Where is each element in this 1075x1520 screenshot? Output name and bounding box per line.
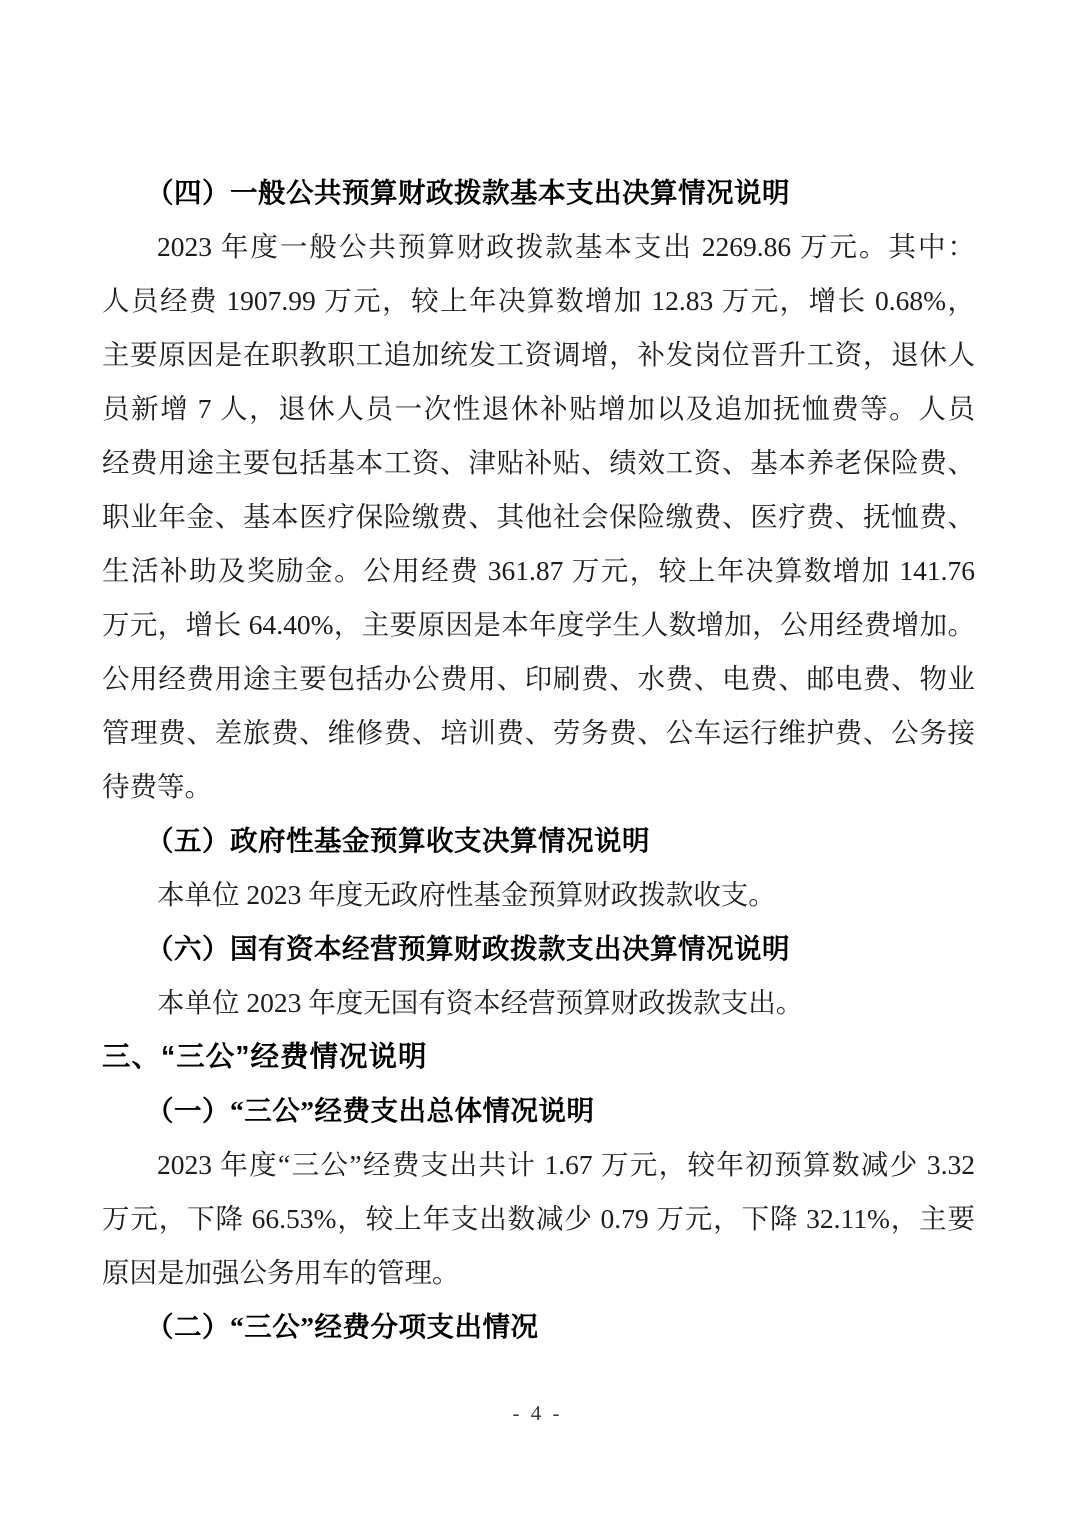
body-line: 待费等。 [102,771,212,802]
body-line: 员新增 7 人，退休人员一次性退休补贴增加以及追加抚恤费等。人员 [102,393,975,424]
body-line: 主要原因是在职教职工追加统发工资调增，补发岗位晋升工资，退休人 [102,339,975,370]
body-line: 管理费、差旅费、维修费、培训费、劳务费、公车运行维护费、公务接 [102,717,975,748]
subsection-heading-overall-spending: （一）“三公”经费支出总体情况说明 [146,1095,595,1126]
body-line: 公用经费用途主要包括办公费用、印刷费、水费、电费、邮电费、物业 [102,663,975,694]
document-body [102,166,975,1354]
body-line: 生活补助及奖励金。公用经费 361.87 万元，较上年决算数增加 141.76 [102,555,975,586]
section-heading-state-capital: （六）国有资本经营预算财政拨款支出决算情况说明 [146,933,790,964]
page-number: - 4 - [512,1401,563,1425]
subsection-heading-itemized-spending: （二）“三公”经费分项支出情况 [146,1311,539,1342]
body-line: 职业年金、基本医疗保险缴费、其他社会保险缴费、医疗费、抚恤费、 [102,501,975,532]
body-line: 万元，下降 66.53%，较上年支出数减少 0.79 万元，下降 32.11%，主要 [102,1203,975,1234]
section-heading-basic-expenditure: （四）一般公共预算财政拨款基本支出决算情况说明 [146,177,790,208]
body-line: 2023 年度“三公”经费支出共计 1.67 万元，较年初预算数减少 3.32 [157,1149,975,1180]
body-line: 本单位 2023 年度无政府性基金预算财政拨款收支。 [157,879,776,910]
body-line: 人员经费 1907.99 万元，较上年决算数增加 12.83 万元，增长 0.68%， [102,285,975,316]
body-line: 经费用途主要包括基本工资、津贴补贴、绩效工资、基本养老保险费、 [102,447,975,478]
body-line: 本单位 2023 年度无国有资本经营预算财政拨款支出。 [157,987,804,1018]
section-heading-gov-fund: （五）政府性基金预算收支决算情况说明 [146,825,650,856]
chapter-heading-three-public-funds: 三、“三公”经费情况说明 [102,1041,428,1073]
body-line: 原因是加强公务用车的管理。 [102,1257,460,1288]
body-line: 万元，增长 64.40%，主要原因是本年度学生人数增加，公用经费增加。 [102,609,975,640]
body-line: 2023 年度一般公共预算财政拨款基本支出 2269.86 万元。其中： [157,231,975,262]
